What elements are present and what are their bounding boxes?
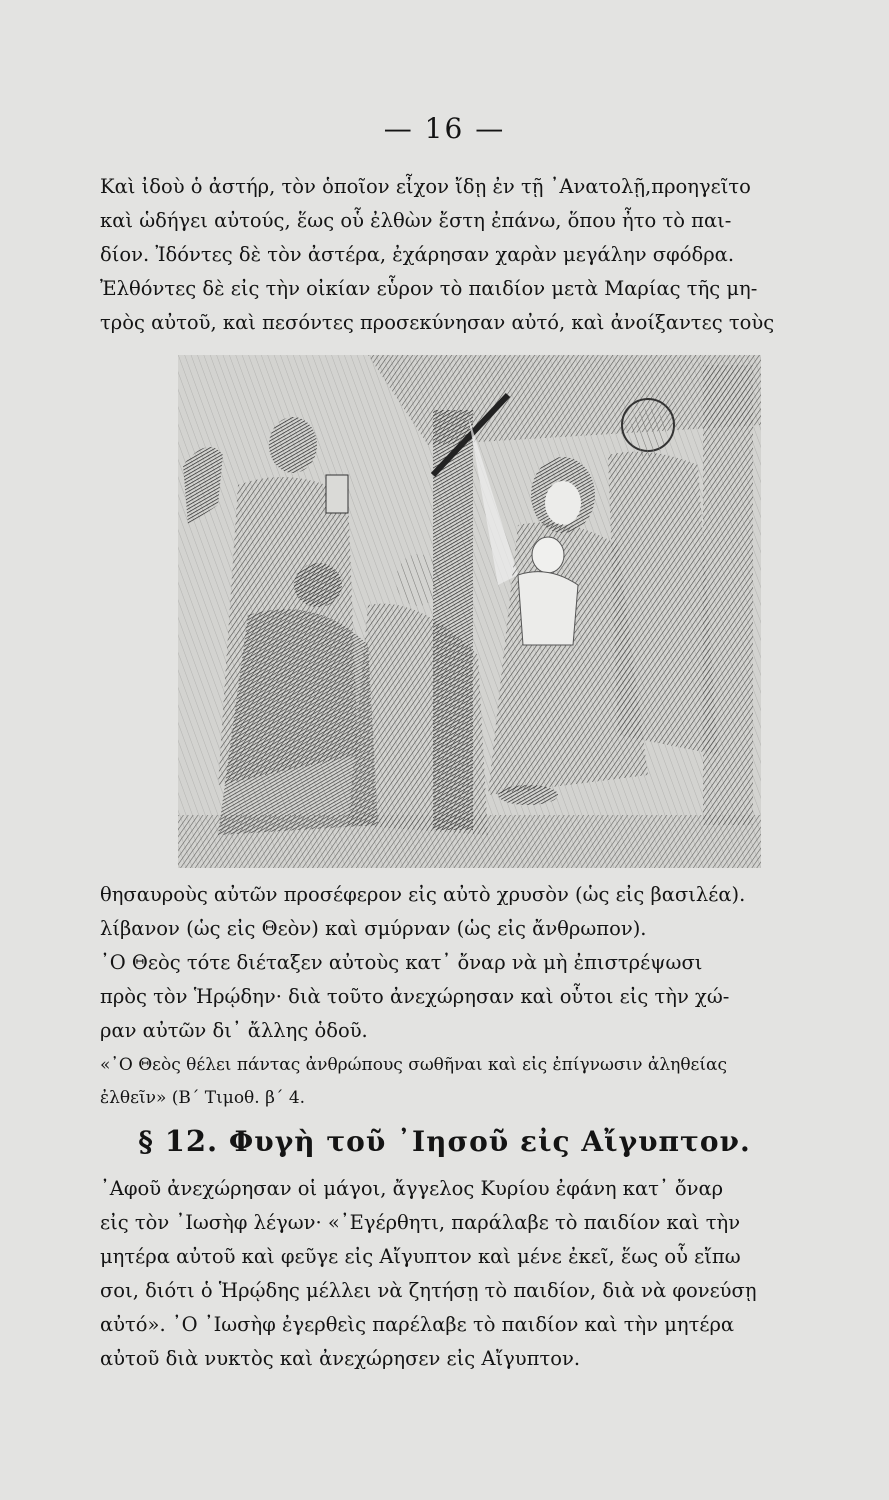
engraving-image	[178, 355, 761, 868]
text-line: αὐτοῦ διὰ νυκτὸς καὶ ἀνεχώρησεν εἰς Αἴγυπτον.	[100, 1347, 581, 1370]
text-line: πρὸς τὸν Ἡρῴδην· διὰ τοῦτο ἀνεχώρησαν καὶ οὗτοι εἰς τὴν χώ-	[100, 985, 730, 1008]
section-heading	[0, 1124, 889, 1158]
page-number: — 16 —	[383, 112, 506, 145]
quote-line: «᾿Ο Θεὸς θέλει πάντας ἀνθρώπους σωθῆναι καὶ εἰς ἐπίγνωσιν ἀληθείας	[100, 1055, 728, 1075]
paragraph-flight-to-egypt	[100, 1172, 840, 1376]
text-line: μητέρα αὐτοῦ καὶ φεῦγε εἰς Αἴγυπτον καὶ μένε ἐκεῖ, ἕως οὗ εἴπω	[100, 1245, 741, 1268]
adoration-of-magi-illustration	[178, 355, 761, 868]
paragraph-gifts	[100, 878, 840, 1048]
text-line: Ἐλθόντες δὲ εἰς τὴν οἰκίαν εὗρον τὸ παιδίον μετὰ Μαρίας τῆς μη-	[100, 277, 758, 300]
section-number: 12.	[164, 1124, 219, 1158]
text-line: αὐτό». ᾿Ο ᾿Ιωσὴφ ἐγερθεὶς παρέλαβε τὸ παιδίον καὶ τὴν μητέρα	[100, 1313, 735, 1336]
quote-line: ἐλθεῖν» (Β΄ Τιμοθ. β΄ 4.	[100, 1088, 306, 1108]
text-line: εἰς τὸν ᾿Ιωσὴφ λέγων· «᾿Εγέρθητι, παράλαβε τὸ παιδίον καὶ τὴν	[100, 1211, 741, 1234]
text-line: ραν αὐτῶν δι᾽ ἄλλης ὁδοῦ.	[100, 1019, 368, 1042]
paragraph-magi-star	[100, 170, 840, 340]
section-symbol: §	[138, 1125, 154, 1158]
section-title: Φυγὴ τοῦ ᾿Ιησοῦ εἰς Αἴγυπτον.	[228, 1125, 751, 1158]
text-line: τρὸς αὐτοῦ, καὶ πεσόντες προσεκύνησαν αὐτό, καὶ ἀνοίξαντες τοὺς	[100, 311, 775, 334]
text-line: δίον. Ἰδόντες δὲ τὸν ἀστέρα, ἐχάρησαν χαρὰν μεγάλην σφόδρα.	[100, 243, 735, 266]
scripture-quote	[100, 1048, 840, 1114]
text-line: Καὶ ἰδοὺ ὁ ἀστήρ, τὸν ὁποῖον εἶχον ἴδῃ ἐν τῇ ᾿Ανατολῇ,προηγεῖτο	[100, 175, 751, 198]
text-line: ᾿Αφοῦ ἀνεχώρησαν οἱ μάγοι, ἄγγελος Κυρίου ἐφάνη κατ᾽ ὄναρ	[100, 1177, 724, 1200]
text-line: καὶ ὡδήγει αὐτούς, ἕως οὗ ἐλθὼν ἔστη ἐπάνω, ὅπου ἦτο τὸ παι-	[100, 209, 732, 232]
text-line: ᾿Ο Θεὸς τότε διέταξεν αὐτοὺς κατ᾽ ὄναρ νὰ μὴ ἐπιστρέψωσι	[100, 951, 703, 974]
text-line: σοι, διότι ὁ Ἡρῴδης μέλλει νὰ ζητήσῃ τὸ παιδίον, διὰ νὰ φονεύσῃ	[100, 1279, 757, 1302]
text-line: λίβανον (ὡς εἰς Θεὸν) καὶ σμύρναν (ὡς εἰς ἄνθρωπον).	[100, 917, 647, 940]
text-line: θησαυροὺς αὐτῶν προσέφερον εἰς αὐτὸ χρυσὸν (ὡς εἰς βασιλέα).	[100, 883, 746, 906]
